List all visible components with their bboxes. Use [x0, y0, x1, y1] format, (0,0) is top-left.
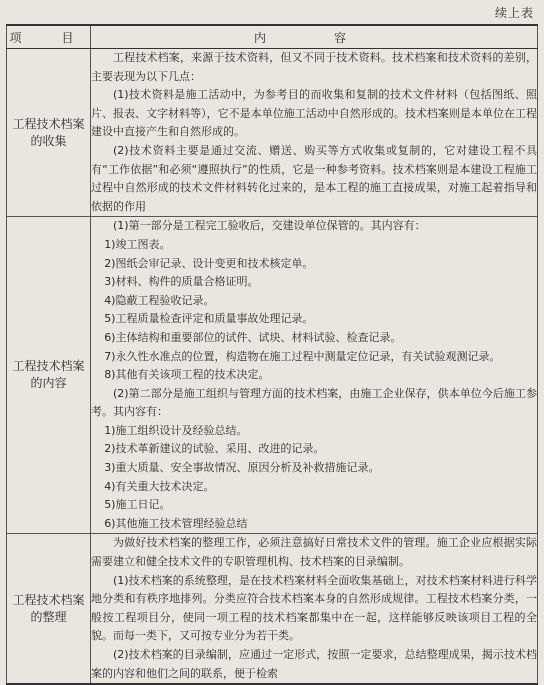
- header-item: 项 目: [7, 25, 91, 49]
- paragraph: (2)技术档案的目录编制，应通过一定形式，按照一定要求，总结整理成果，揭示技术档案的内容和他们之间的联系，便于检索: [91, 648, 537, 680]
- paragraph: (2)技术资料主要是通过交流、赠送、购买等方式收集或复制的，它对建设工程不具有“工作依据”和必须“遵照执行”的性质，它是一种参考资料。技术档案则是本建设工程施工过程中自然形成的技术文件材料转化过来的，是本工程的施工直接成果，对施工起着指导和依据的作用: [91, 143, 537, 213]
- content-table: [6, 24, 538, 685]
- list-item: 7)永久性水准点的位置，构造物在施工过程中测量定位记录，有关试验观测记录。: [104, 349, 501, 363]
- row-label: 工程技术档案的整理: [7, 534, 91, 684]
- paragraph: 工程技术档案，来源于技术资料，但又不同于技术资料。技术档案和技术资料的差别，主要表现为以下几点：: [91, 51, 537, 83]
- list-item: 1)竣工图表。: [104, 237, 171, 251]
- list-item: 3)材料、构件的质量合格证明。: [104, 275, 259, 289]
- list-item: 2)图纸会审记录、设计变更和技术核定单。: [104, 256, 314, 270]
- list-item: 2)技术革新建议的试验、采用、改进的记录。: [104, 442, 325, 456]
- paragraph: (1)技术资料是施工活动中，为参考目的而收集和复制的技术文件材料（包括图纸、照片、报表、文字材料等），它不是本单位施工活动中自然形成的。技术档案则是本单位在工程建设中直接产生和自然形成的。: [91, 88, 537, 139]
- list-item: 1)施工组织设计及经验总结。: [104, 423, 248, 437]
- paragraph: 为做好技术档案的整理工作，必须注意搞好日常技术文件的管理。施工企业应根据实际需要建立和健全技术文件的专职管理机构、技术档案的目录编制。: [91, 536, 537, 569]
- table-row: [7, 217, 538, 534]
- paragraph: (2)第二部分是施工组织与管理方面的技术档案，由施工企业保存，供本单位今后施工参考。其内容有：: [91, 386, 537, 419]
- list-item: 5)工程质量检查评定和质量事故处理记录。: [104, 312, 314, 326]
- list-item: 6)其他施工技术管理经验总结: [104, 516, 248, 530]
- row-content: [91, 217, 538, 534]
- table-row: [7, 49, 538, 217]
- header-content: 内 容: [91, 25, 538, 49]
- list-item: 4)隐蔽工程验收记录。: [104, 293, 215, 307]
- table-header-row: [7, 25, 538, 49]
- list-item: 6)主体结构和重要部位的试件、试块、材料试验、检查记录。: [104, 330, 402, 344]
- row-label: 工程技术档案的收集: [7, 49, 91, 217]
- paragraph: (1)第一部分是工程完工验收后，交建设单位保管的。其内容有：: [113, 219, 426, 233]
- row-content: [91, 534, 538, 684]
- list-item: 8)其他有关该项工程的技术决定。: [104, 368, 270, 382]
- list-item: 3)重大质量、安全事故情况、原因分析及补救措施记录。: [104, 461, 380, 475]
- list-item: 5)施工日记。: [104, 498, 171, 512]
- row-content: [91, 49, 538, 217]
- paragraph: (1)技术档案的系统整理，是在技术档案材料全面收集基础上，对技术档案材料进行科学地分类和有秩序地排列。分类应符合技术档案本身的自然形成规律。工程技术档案分类，一般按工程项目分，使同一项工程的技术档案都集中在一起，这样能够反映该项目工程的全貌。而每一类下，又可按专业分为若干类。: [91, 573, 537, 643]
- list-item: 4)有关重大技术决定。: [104, 479, 215, 493]
- continued-label: 续上表: [494, 6, 534, 20]
- row-label: 工程技术档案的内容: [7, 217, 91, 534]
- table-row: [7, 534, 538, 684]
